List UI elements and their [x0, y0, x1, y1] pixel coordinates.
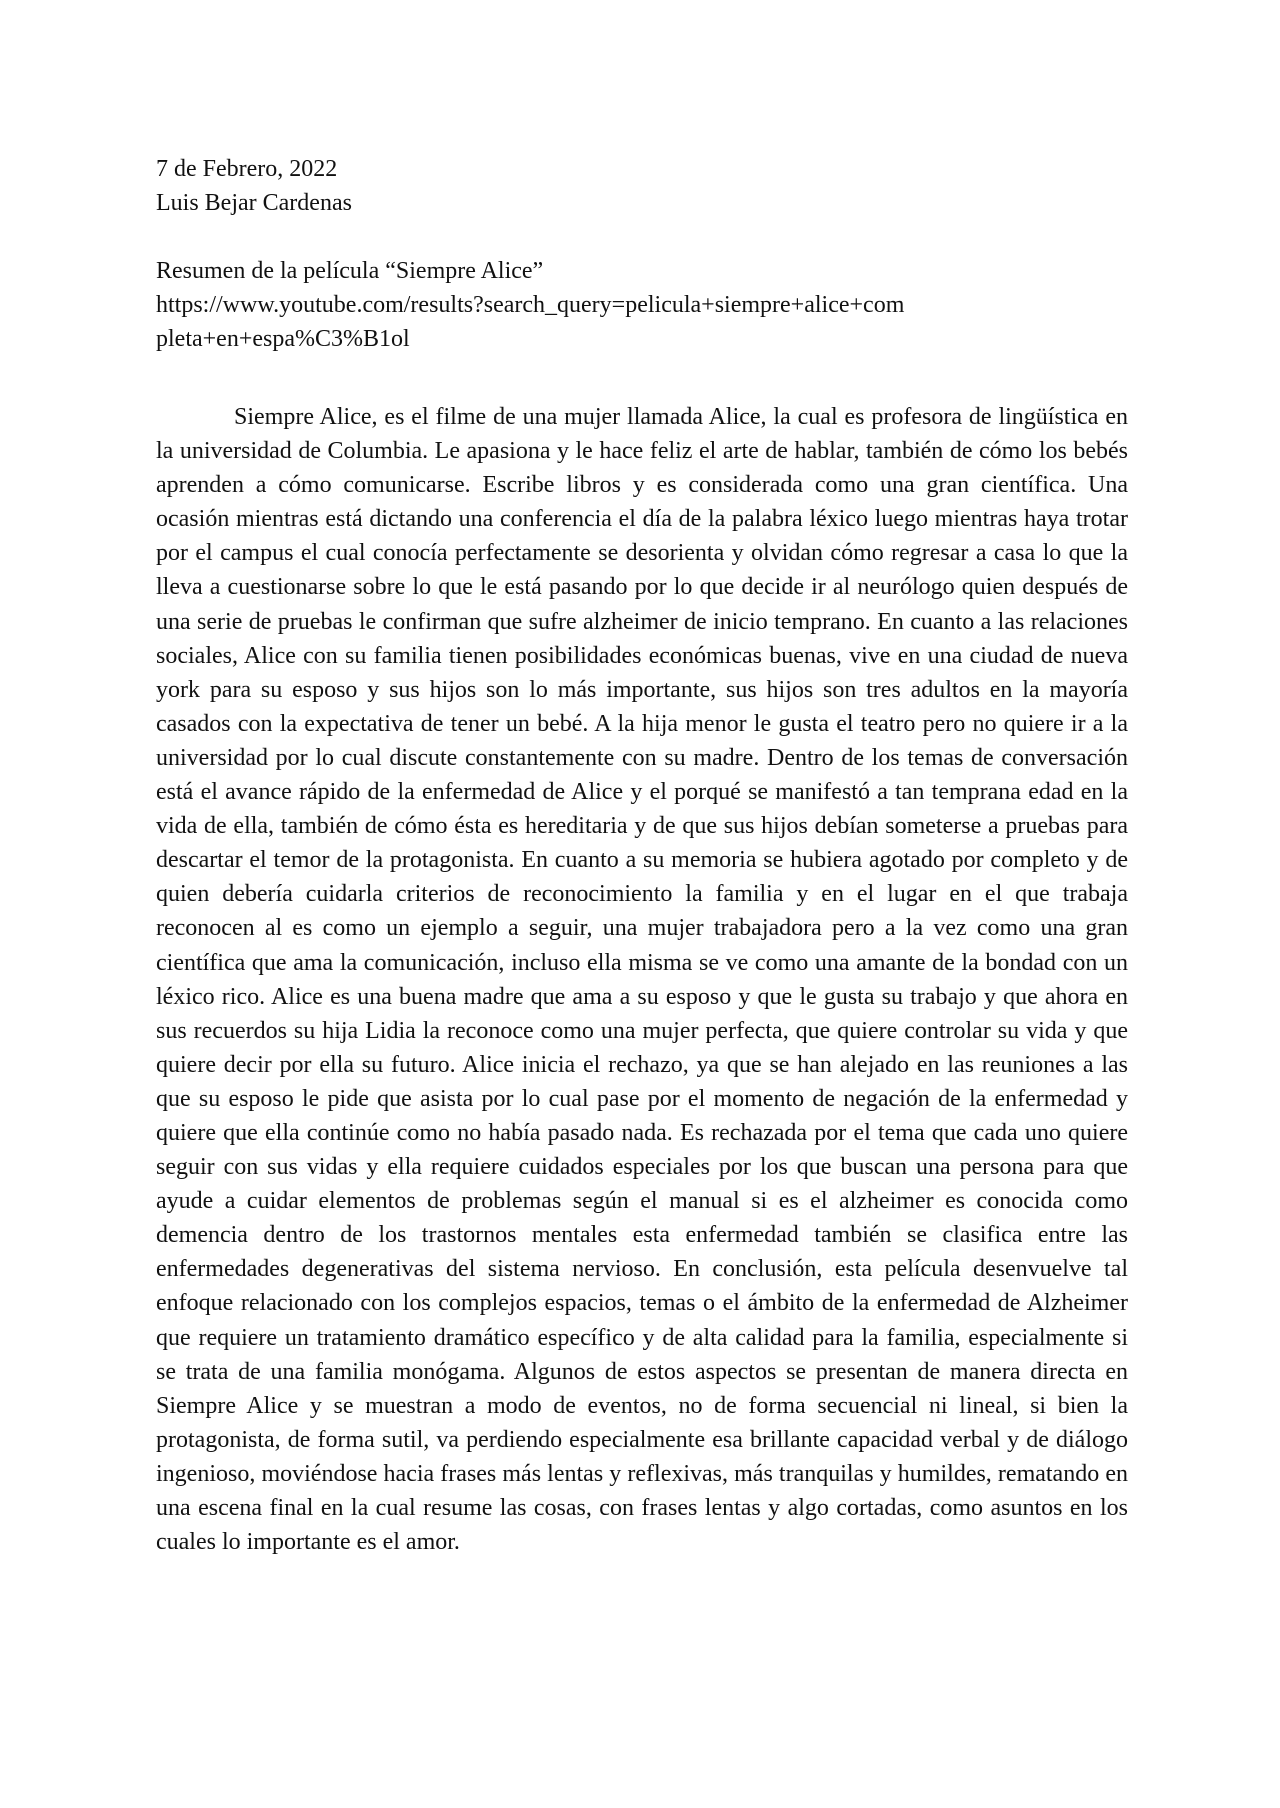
- document-url: https://www.youtube.com/results?search_query=pelicula+siempre+alice+completa+en+espa%C3%B1ol: [156, 292, 905, 352]
- document-content: [156, 152, 1128, 1559]
- document-body-paragraph: Siempre Alice, es el filme de una mujer llamada Alice, la cual es profesora de lingüística en la universidad de Columbia. Le apasiona y le hace feliz el arte de hablar, también de cómo los bebés aprenden a cómo comunicarse. Escribe libros y es considerada como una gran científica. Una ocasión mientras está dictando una conferencia el día de la palabra léxico luego mientras haya trotar por el campus el cual conocía perfectamente se desorienta y olvidan cómo regresar a casa lo que la lleva a cuestionarse sobre lo que le está pasando por lo que decide ir al neurólogo quien después de una serie de pruebas le confirman que sufre alzheimer de inicio temprano. En cuanto a las relaciones sociales, Alice con su familia tienen posibilidades económicas buenas, vive en una ciudad de nueva york para su esposo y sus hijos son lo más importante, sus hijos son tres adultos en la mayoría casados con la expectativa de tener un bebé. A la hija menor le gusta el teatro pero no quiere ir a la universidad por lo cual discute constantemente con su madre. Dentro de los temas de conversación está el avance rápido de la enfermedad de Alice y el porqué se manifestó a tan temprana edad en la vida de ella, también de cómo ésta es hereditaria y de que sus hijos debían someterse a pruebas para descartar el temor de la protagonista. En cuanto a su memoria se hubiera agotado por completo y de quien debería cuidarla criterios de reconocimiento la familia y en el lugar en el que trabaja reconocen al es como un ejemplo a seguir, una mujer trabajadora pero a la vez como una gran científica que ama la comunicación, incluso ella misma se ve como una amante de la bondad con un léxico rico. Alice es una buena madre que ama a su esposo y que le gusta su trabajo y que ahora en sus recuerdos su hija Lidia la reconoce como una mujer perfecta, que quiere controlar su vida y que quiere decir por ella su futuro. Alice inicia el rechazo, ya que se han alejado en las reuniones a las que su esposo le pide que asista por lo cual pase por el momento de negación de la enfermedad y quiere que ella continúe como no había pasado nada. Es rechazada por el tema que cada uno quiere seguir con sus vidas y ella requiere cuidados especiales por los que buscan una persona para que ayude a cuidar elementos de problemas según el manual si es el alzheimer es conocida como demencia dentro de los trastornos mentales esta enfermedad también se clasifica entre las enfermedades degenerativas del sistema nervioso. En conclusión, esta película desenvuelve tal enfoque relacionado con los complejos espacios, temas o el ámbito de la enfermedad de Alzheimer que requiere un tratamiento dramático específico y de alta calidad para la familia, especialmente si se trata de una familia monógama. Algunos de estos aspectos se presentan de manera directa en Siempre Alice y se muestran a modo de eventos, no de forma secuencial ni lineal, si bien la protagonista, de forma sutil, va perdiendo especialmente esa brillante capacidad verbal y de diálogo ingenioso, moviéndose hacia frases más lentas y reflexivas, más tranquilas y humildes, rematando en una escena final en la cual resume las cosas, con frases lentas y algo cortadas, como asuntos en los cuales lo importante es el amor.: [156, 404, 1128, 1556]
- document-author: Luis Bejar Cardenas: [156, 190, 352, 216]
- document-date: 7 de Febrero, 2022: [156, 156, 338, 182]
- document-title: Resumen de la película “Siempre Alice”: [156, 258, 544, 284]
- header-spacer: [156, 220, 1128, 254]
